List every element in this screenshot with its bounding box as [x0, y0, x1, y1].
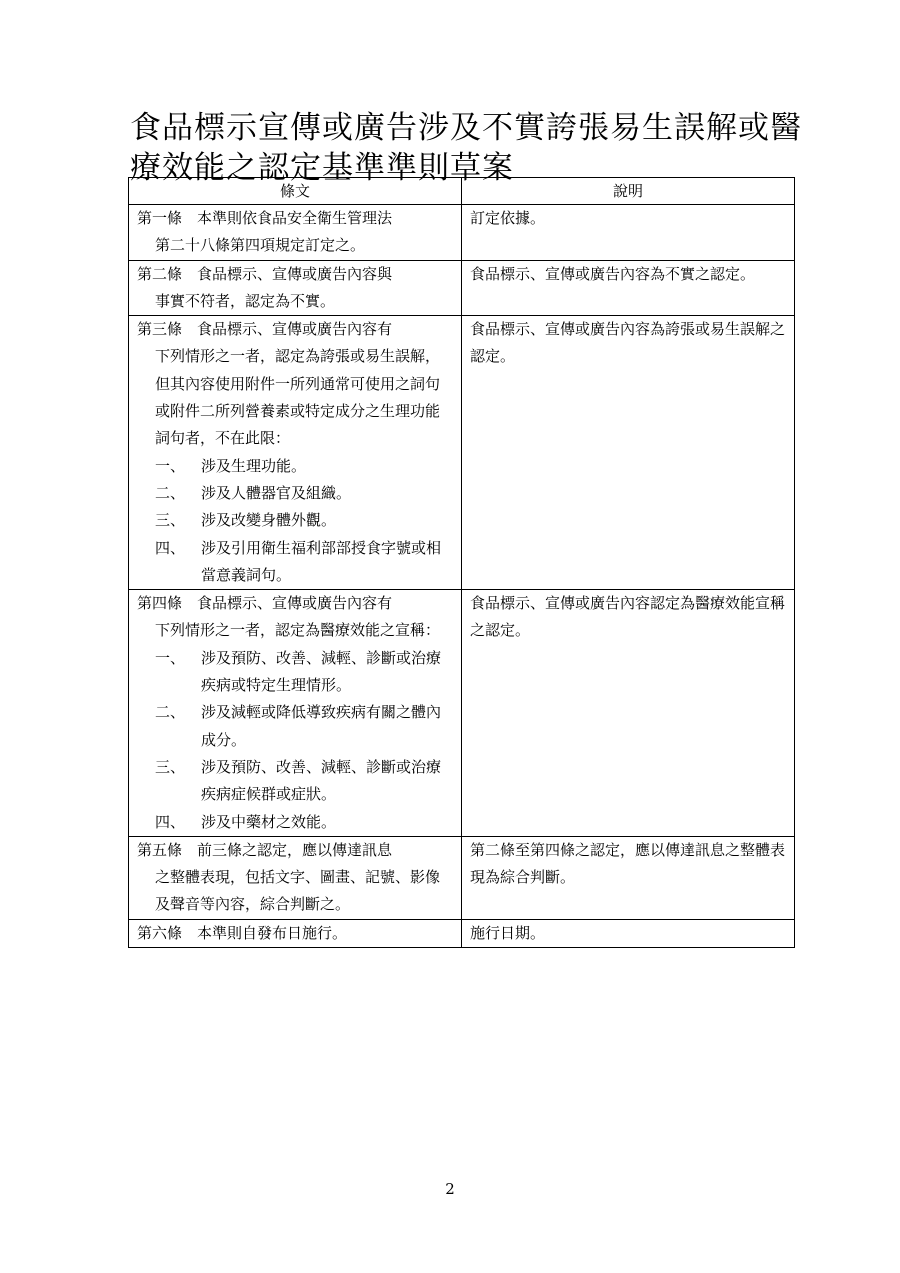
table-row	[129, 919, 795, 947]
article-continuation: 第二十八條第四項規定訂定之。	[155, 236, 366, 255]
article-continuation: 事實不符者，認定為不實。	[155, 291, 336, 310]
table-row	[129, 260, 795, 316]
header-explanation: 說明	[462, 178, 795, 205]
item-text: 涉及改變身體外觀。	[201, 511, 337, 530]
table-header-row	[129, 178, 795, 205]
document-title	[130, 108, 810, 188]
article-lead: 第一條 本準則依食品安全衛生管理法	[137, 209, 393, 227]
article-cell	[129, 919, 462, 947]
table-row	[129, 590, 795, 837]
explanation-cell: 食品標示、宣傳或廣告內容為誇張或易生誤解之認定。	[462, 316, 795, 590]
table-body	[129, 205, 795, 948]
explanation-cell: 食品標示、宣傳或廣告內容認定為醫療效能宣稱之認定。	[462, 590, 795, 837]
item-text: 涉及中藥材之效能。	[201, 812, 337, 831]
item-number: 三、	[155, 511, 186, 530]
article-continuation: 之整體表現，包括文字、圖畫、記號、影像及聲音等內容，綜合判斷之。	[155, 868, 441, 914]
item-text: 涉及預防、改善、減輕、診斷或治療疾病或特定生理情形。	[201, 648, 442, 695]
table-row	[129, 205, 795, 261]
explanation-cell: 第二條至第四條之認定，應以傳達訊息之整體表現為綜合判斷。	[462, 836, 795, 919]
article-lead: 第五條 前三條之認定，應以傳達訊息	[137, 840, 393, 859]
page-number: 2	[445, 1180, 455, 1198]
table-row	[129, 316, 795, 590]
explanation-cell: 食品標示、宣傳或廣告內容為不實之認定。	[462, 260, 795, 316]
item-text: 涉及引用衛生福利部部授食字號或相當意義詞句。	[201, 538, 442, 584]
item-number: 三、	[155, 757, 186, 776]
explanation-cell: 施行日期。	[462, 919, 795, 947]
explanation-cell: 訂定依據。	[462, 205, 795, 261]
article-item	[137, 507, 453, 534]
article-item	[137, 535, 453, 590]
item-number: 二、	[155, 703, 186, 722]
item-text: 涉及生理功能。	[201, 456, 307, 475]
table-row	[129, 836, 795, 919]
article-cell	[129, 260, 462, 316]
article-cell	[129, 836, 462, 919]
article-item	[137, 453, 453, 480]
article-lead: 第三條 食品標示、宣傳或廣告內容有	[137, 320, 393, 339]
article-item	[137, 754, 453, 809]
item-text: 涉及預防、改善、減輕、診斷或治療疾病症候群或症狀。	[201, 757, 442, 804]
item-number: 一、	[155, 456, 186, 475]
item-text: 涉及人體器官及組織。	[201, 483, 352, 502]
article-cell	[129, 205, 462, 261]
title-line-1: 食品標示宣傳或廣告涉及不實誇張易生誤解或醫	[130, 110, 802, 146]
item-number: 二、	[155, 483, 186, 502]
article-item	[137, 809, 453, 836]
item-number: 四、	[155, 812, 186, 831]
article-cell	[129, 316, 462, 590]
article-item	[137, 480, 453, 507]
header-article: 條文	[129, 178, 462, 205]
article-cell	[129, 590, 462, 837]
item-number: 四、	[155, 538, 186, 557]
article-item	[137, 645, 453, 700]
article-continuation: 下列情形之一者，認定為誇張或易生誤解，但其內容使用附件一所列通常可使用之詞句或附件二所列營養素或特定成分之生理功能詞句者，不在此限：	[155, 347, 441, 448]
item-number: 一、	[155, 648, 186, 667]
title-line-2: 療效能之認定基準準則草案	[130, 150, 514, 186]
article-lead: 第六條 本準則自發布日施行。	[137, 923, 348, 942]
regulation-table	[128, 177, 795, 948]
article-continuation: 下列情形之一者，認定為醫療效能之宣稱：	[155, 621, 441, 640]
article-lead: 第四條 食品標示、宣傳或廣告內容有	[137, 594, 393, 613]
article-lead: 第二條 食品標示、宣傳或廣告內容與	[137, 264, 393, 283]
item-text: 涉及減輕或降低導致疾病有關之體內成分。	[201, 703, 442, 749]
article-item	[137, 699, 453, 754]
